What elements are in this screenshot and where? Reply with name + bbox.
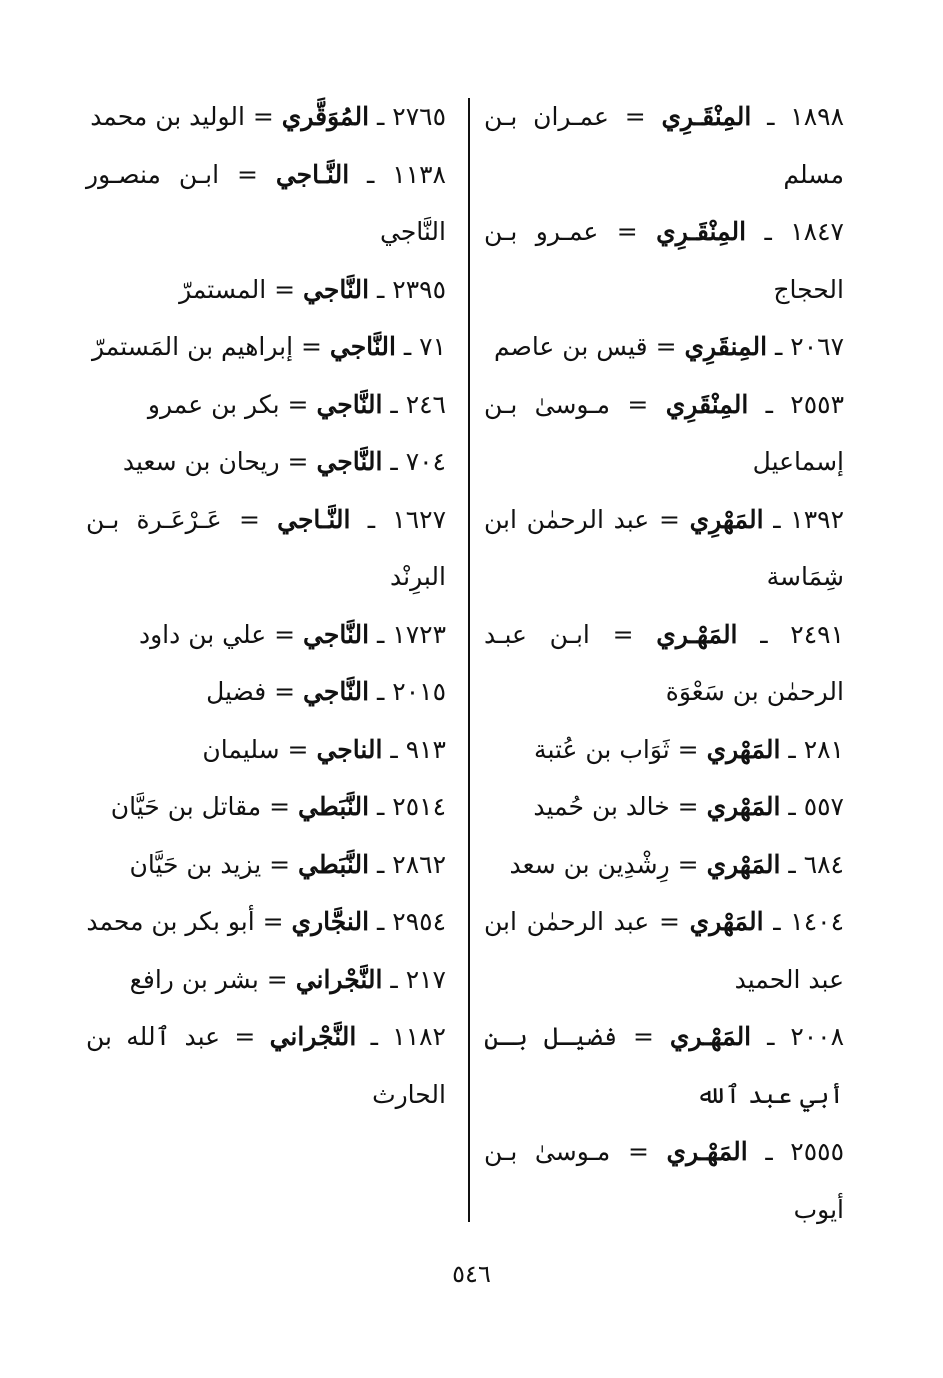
entry-nisba: النَّـاجي [275,159,350,189]
entry-dash: ـ [377,274,385,304]
entry-dash: ـ [765,389,773,419]
entry-equals: = [655,332,677,361]
entry-nisba: المَهْـري [656,619,738,649]
entry-reference: ابـن منصـور النَّاجي [86,159,446,246]
entry-reference: ريحان بن سعيد [122,447,280,476]
entry-nisba: النَّاجي [303,619,370,649]
entry-nisba: المَهْري [689,907,764,936]
entry-reference: عبد ٱلله بن الحارث [86,1022,446,1109]
entry-number: ٦٨٤ [803,849,844,879]
entry-dash: ـ [765,1137,773,1166]
entry-reference: إبراهيم بن المَستمرّ [92,332,294,361]
entry-reference: قيس بن عاصم [493,332,648,361]
entry-number: ٢٠١٥ [392,677,446,706]
entry-number: ٢٥٥٣ [790,389,845,419]
entry-nisba: المَهْـري [666,1137,748,1166]
entry-dash: ـ [377,907,385,936]
entry-number: ١٣٩٢ [790,504,845,534]
entry-reference: عبد الرحمٰن ابن شِمَاسة [484,504,844,591]
index-entry [484,893,844,1008]
entry-equals: = [238,504,260,534]
entry-equals: = [658,907,680,936]
index-entry [484,376,844,491]
entry-number: ١٨٤٧ [790,217,844,246]
entry-reference: بكر بن عمرو [147,389,280,419]
entry-equals: = [274,677,296,706]
entry-equals: = [627,1137,649,1166]
index-entry [484,203,844,318]
entry-nisba: النَّاجي [329,332,396,361]
entry-nisba: النَّجْراني [269,1022,357,1051]
entry-number: ٢٣٩٥ [392,274,446,304]
entry-dash: ـ [773,907,781,936]
entry-reference: فضيـل بـن أبي عبد ٱلله [484,1022,844,1109]
entry-number: ٢٤٩١ [790,619,844,649]
entry-reference: عمـران بـن مسلم [484,102,844,189]
entry-number: ٢٤٦ [405,389,446,419]
entry-equals: = [252,102,274,131]
index-entry [484,491,844,606]
entry-number: ٢٥١٤ [392,792,446,821]
entry-reference: الوليد بن محمد [90,102,245,131]
entry-reference: يزيد بن حَيَّان [129,849,262,879]
entry-dash: ـ [377,849,385,879]
entry-equals: = [300,332,322,361]
entry-equals: = [274,619,296,649]
entry-number: ٢٠٠٨ [790,1022,845,1051]
entry-nisba: النَّجْراني [295,964,383,994]
index-entry [86,318,446,376]
entry-nisba: النَّبَطي [298,792,370,821]
entry-number: ٢١٧ [405,964,446,994]
entry-number: ٢٩٥٤ [392,907,446,936]
entry-reference: بشر بن رافع [129,964,259,994]
entry-reference: رِشْدِين بن سعد [509,849,670,879]
entry-dash: ـ [377,677,385,706]
index-entry [86,951,446,1009]
entry-number: ١١٨٢ [392,1022,446,1051]
entry-reference: فضيل [206,677,267,706]
entry-dash: ـ [403,332,412,361]
entry-dash: ـ [377,102,385,131]
entry-equals: = [677,849,699,879]
entry-dash: ـ [370,1022,378,1051]
entry-equals: = [287,389,309,419]
index-entry [86,376,446,434]
entry-dash: ـ [390,389,398,419]
entry-nisba: المِنْقَـرِي [656,217,747,246]
entry-reference: عبد الرحمٰن ابن عبد الحميد [484,907,844,994]
entry-equals: = [658,504,680,534]
entry-equals: = [677,792,699,821]
entry-reference: علي بن داود [138,619,267,649]
entry-nisba: المَهْـري [669,1022,752,1051]
entry-dash: ـ [377,619,385,649]
index-entry [484,836,844,894]
entry-number: ١٧٢٣ [392,619,446,649]
entry-dash: ـ [767,102,775,131]
entry-nisba: المَهْري [706,849,781,879]
page-number: ٥٤٦ [452,1260,491,1288]
entry-equals: = [624,102,646,131]
entry-dash: ـ [767,1022,775,1051]
entry-reference: ثَوَاب بن عُتبة [534,734,670,764]
index-entry [86,1008,446,1123]
entry-equals: = [274,274,296,304]
entry-reference: ابـن عبـد الرحمٰن بن سَعْوَة [484,619,844,706]
entry-dash: ـ [788,849,796,879]
index-entry [86,893,446,951]
index-entry [484,1123,844,1238]
entry-dash: ـ [760,619,768,649]
index-entry [86,433,446,491]
entry-equals: = [677,734,699,764]
entry-reference: خالد بن حُميد [533,792,670,821]
entry-nisba: النَّـاجي [277,504,351,534]
entry-nisba: الناجي [316,734,383,764]
entry-number: ٧٠٤ [405,447,446,476]
entry-dash: ـ [788,792,796,821]
entry-nisba: المُوَقَّري [281,102,370,131]
index-entry [484,318,844,376]
right-column [484,88,844,1238]
entry-reference: أبو بكر بن محمد [86,907,255,936]
entry-nisba: المِنْقَـرِي [661,102,752,131]
entry-number: ٢٠٦٧ [790,332,844,361]
index-entry [86,721,446,779]
index-entry [86,606,446,664]
index-entry [86,88,446,146]
entry-number: ٧١ [419,332,446,361]
entry-dash: ـ [367,159,375,189]
entry-number: ٢٧٦٥ [392,102,446,131]
entry-dash: ـ [773,504,781,534]
entry-nisba: النَّاجي [303,274,370,304]
index-entry [484,778,844,836]
entry-number: ٩١٣ [405,734,446,764]
entry-equals: = [262,907,284,936]
entry-equals: = [633,1022,654,1051]
entry-equals: = [612,619,634,649]
entry-dash: ـ [377,792,385,821]
entry-reference: المستمرّ [179,274,267,304]
entry-dash: ـ [390,734,398,764]
entry-nisba: المِنْقَرِي [665,389,749,419]
entry-reference: سليمان [202,734,280,764]
entry-nisba: النجَّاري [291,907,370,936]
entry-equals: = [287,447,309,476]
index-entry [86,261,446,319]
index-entry [86,778,446,836]
entry-number: ٢٨١ [803,734,844,764]
index-entry [86,491,446,606]
entry-number: ٢٨٦٢ [392,849,446,879]
entry-equals: = [269,792,291,821]
entry-nisba: النَّاجي [303,677,370,706]
entry-nisba: المَهْرِي [689,504,764,534]
index-entry [86,146,446,261]
entry-dash: ـ [367,504,376,534]
entry-nisba: النَّاجي [316,447,383,476]
entry-dash: ـ [775,332,783,361]
index-entry [86,663,446,721]
entry-equals: = [627,389,649,419]
entry-number: ١١٣٨ [392,159,446,189]
entry-equals: = [236,159,258,189]
entry-dash: ـ [788,734,796,764]
entry-dash: ـ [764,217,772,246]
entry-number: ٥٥٧ [803,792,844,821]
entry-reference: مـوسىٰ بـن أيوب [484,1137,844,1224]
entry-equals: = [269,849,291,879]
entry-nisba: المَهْري [706,734,781,764]
entry-number: ١٨٩٨ [790,102,844,131]
entry-reference: عَـرْعَـرة بـن البرِنْد [86,504,446,591]
entry-nisba: النَّبَطي [298,849,370,879]
index-entry [484,721,844,779]
index-entry [86,836,446,894]
entry-reference: عمـرو بـن الحجاج [484,217,844,304]
entry-number: ١٤٠٤ [790,907,845,936]
entry-nisba: المِنقَرِي [684,332,768,361]
index-entry [484,606,844,721]
entry-number: ١٦٢٧ [392,504,446,534]
entry-number: ٢٥٥٥ [790,1137,844,1166]
entry-reference: مـوسىٰ بـن إسماعيل [484,389,844,476]
entry-dash: ـ [390,447,398,476]
entry-nisba: المَهْري [706,792,781,821]
entry-nisba: النَّاجي [316,389,383,419]
entry-dash: ـ [390,964,398,994]
column-divider [468,98,470,1222]
entry-equals: = [266,964,288,994]
left-column [86,88,446,1123]
entry-reference: مقاتل بن حَيَّان [110,792,262,821]
index-entry [484,88,844,203]
entry-equals: = [287,734,309,764]
entry-equals: = [616,217,638,246]
index-entry [484,1008,844,1123]
entry-equals: = [234,1022,256,1051]
